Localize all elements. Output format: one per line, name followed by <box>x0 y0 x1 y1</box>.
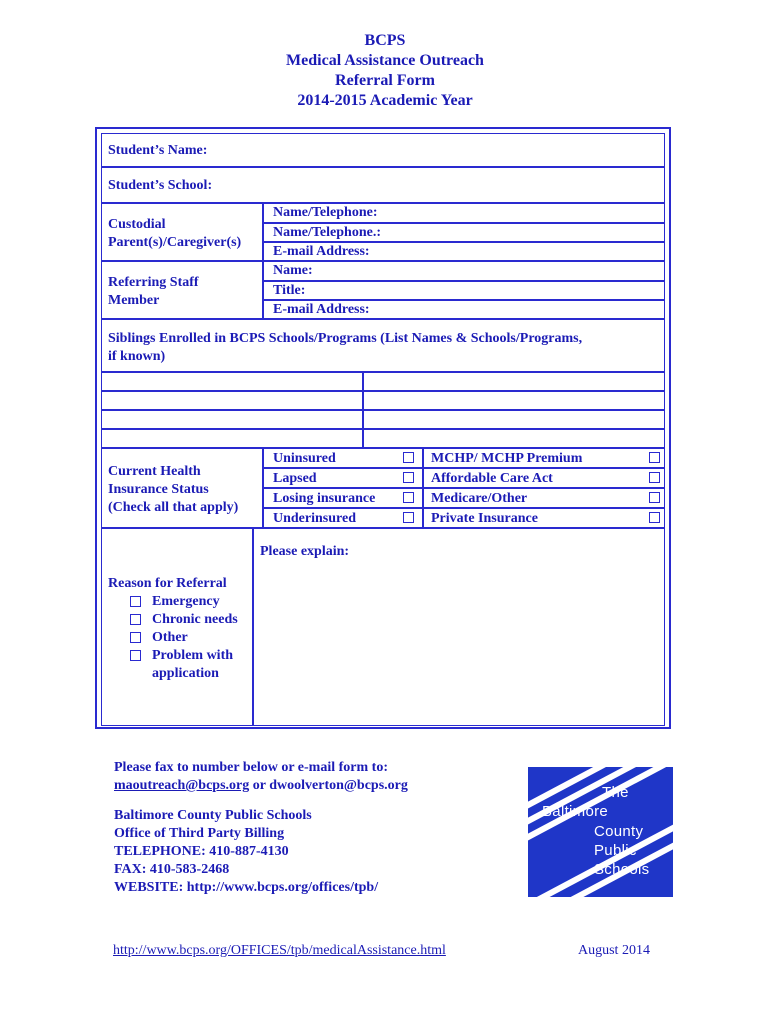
fax-instruction: Please fax to number below or e-mail form to: <box>114 760 388 775</box>
insurance-option-label: Lapsed <box>273 471 317 486</box>
student-school-label: Student’s School: <box>108 178 213 193</box>
explain-field[interactable] <box>253 528 665 726</box>
insurance-label-2: Insurance Status <box>108 482 209 497</box>
custodial-name2-field[interactable] <box>263 223 665 242</box>
reason-problem-with: Problem with <box>152 648 234 663</box>
logo-line-5: Schools <box>594 861 650 878</box>
page-url[interactable]: http://www.bcps.org/OFFICES/tpb/medicalAssistance.html <box>113 943 446 958</box>
form-frame <box>95 127 671 729</box>
reason-cell <box>101 528 253 726</box>
logo-line-3: County <box>594 823 644 840</box>
sibling-school-1[interactable] <box>363 372 665 391</box>
siblings-line-1: Siblings Enrolled in BCPS Schools/Programs (List Names & Schools/Programs, <box>108 331 583 346</box>
insurance-label-1: Current Health <box>108 464 201 479</box>
staff-label-1: Referring Staff <box>108 275 199 290</box>
insurance-option-label: Medicare/Other <box>431 491 528 506</box>
checkbox-chronic-needs[interactable] <box>130 614 141 625</box>
insurance-option-underinsured <box>263 508 423 528</box>
title-line-3: Referral Form <box>335 72 435 89</box>
insurance-option-label: Affordable Care Act <box>431 471 553 486</box>
insurance-option-label: Underinsured <box>273 511 356 526</box>
insurance-option-uninsured <box>263 448 423 468</box>
logo-line-4: Public <box>594 842 637 859</box>
insurance-option-label: Uninsured <box>273 451 336 466</box>
checkbox-problem-with-application[interactable] <box>130 650 141 661</box>
staff-email-field[interactable] <box>263 300 665 319</box>
explain-label: Please explain: <box>260 544 350 559</box>
office-name: Office of Third Party Billing <box>114 826 285 841</box>
title-line-1: BCPS <box>364 32 406 49</box>
student-name-field[interactable] <box>101 133 665 167</box>
custodial-label-cell <box>101 203 263 261</box>
custodial-label-1: Custodial <box>108 217 166 232</box>
staff-title-field[interactable] <box>263 281 665 300</box>
insurance-label-3: (Check all that apply) <box>108 500 239 515</box>
fax-number: FAX: 410-583-2468 <box>114 862 230 877</box>
custodial-label-2: Parent(s)/Caregiver(s) <box>108 235 242 250</box>
custodial-name1-label: Name/Telephone: <box>273 205 378 220</box>
insurance-option-medicare <box>423 488 665 508</box>
sibling-name-3[interactable] <box>101 410 363 429</box>
custodial-email-field[interactable] <box>263 242 665 261</box>
logo-line-1: The <box>602 784 629 801</box>
checkbox-affordable-care-act[interactable] <box>649 472 660 483</box>
student-name-label: Student’s Name: <box>108 143 208 158</box>
form-date: August 2014 <box>578 943 650 958</box>
insurance-option-mchp <box>423 448 665 468</box>
staff-name-field[interactable] <box>263 261 665 281</box>
staff-label-2: Member <box>108 293 160 308</box>
checkbox-other[interactable] <box>130 632 141 643</box>
org-name: Baltimore County Public Schools <box>114 808 312 823</box>
checkbox-losing-insurance[interactable] <box>403 492 414 503</box>
sibling-name-1[interactable] <box>101 372 363 391</box>
website: WEBSITE: http://www.bcps.org/offices/tpb/ <box>114 880 379 895</box>
reason-emergency: Emergency <box>152 594 220 609</box>
student-school-field[interactable] <box>101 167 665 203</box>
staff-name-label: Name: <box>273 263 313 278</box>
insurance-option-label: Private Insurance <box>431 511 538 526</box>
staff-title-label: Title: <box>273 283 306 298</box>
form-title <box>0 31 770 111</box>
insurance-option-lapsed <box>263 468 423 488</box>
sibling-school-2[interactable] <box>363 391 665 410</box>
checkbox-medicare-other[interactable] <box>649 492 660 503</box>
staff-label-cell <box>101 261 263 319</box>
title-line-4: 2014-2015 Academic Year <box>297 92 473 109</box>
bcps-logo <box>528 767 673 897</box>
custodial-name2-label: Name/Telephone.: <box>273 225 381 240</box>
reason-application: application <box>152 666 219 681</box>
logo-line-2: Baltimore <box>542 803 609 820</box>
reason-other: Other <box>152 630 188 645</box>
sibling-name-2[interactable] <box>101 391 363 410</box>
custodial-email-label: E-mail Address: <box>273 244 370 259</box>
insurance-option-label: MCHP/ MCHP Premium <box>431 451 583 466</box>
insurance-option-private <box>423 508 665 528</box>
checkbox-emergency[interactable] <box>130 596 141 607</box>
sibling-name-4[interactable] <box>101 429 363 448</box>
title-line-2: Medical Assistance Outreach <box>286 52 484 69</box>
reason-chronic-needs: Chronic needs <box>152 612 238 627</box>
email-link-maoutreach[interactable]: maoutreach@bcps.org <box>114 778 250 793</box>
email-alt: or dwoolverton@bcps.org <box>249 778 408 793</box>
checkbox-uninsured[interactable] <box>403 452 414 463</box>
insurance-label-cell <box>101 448 263 528</box>
siblings-line-2: if known) <box>108 349 166 364</box>
reason-label: Reason for Referral <box>108 576 227 591</box>
sibling-school-4[interactable] <box>363 429 665 448</box>
checkbox-lapsed[interactable] <box>403 472 414 483</box>
insurance-option-losing <box>263 488 423 508</box>
email-line <box>114 777 408 795</box>
siblings-header-cell <box>101 319 665 372</box>
checkbox-underinsured[interactable] <box>403 512 414 523</box>
insurance-option-aca <box>423 468 665 488</box>
insurance-option-label: Losing insurance <box>273 491 376 506</box>
sibling-school-3[interactable] <box>363 410 665 429</box>
checkbox-private-insurance[interactable] <box>649 512 660 523</box>
custodial-name1-field[interactable] <box>263 203 665 223</box>
staff-email-label: E-mail Address: <box>273 302 370 317</box>
checkbox-mchp[interactable] <box>649 452 660 463</box>
telephone: TELEPHONE: 410-887-4130 <box>114 844 289 859</box>
contact-block <box>114 759 408 897</box>
